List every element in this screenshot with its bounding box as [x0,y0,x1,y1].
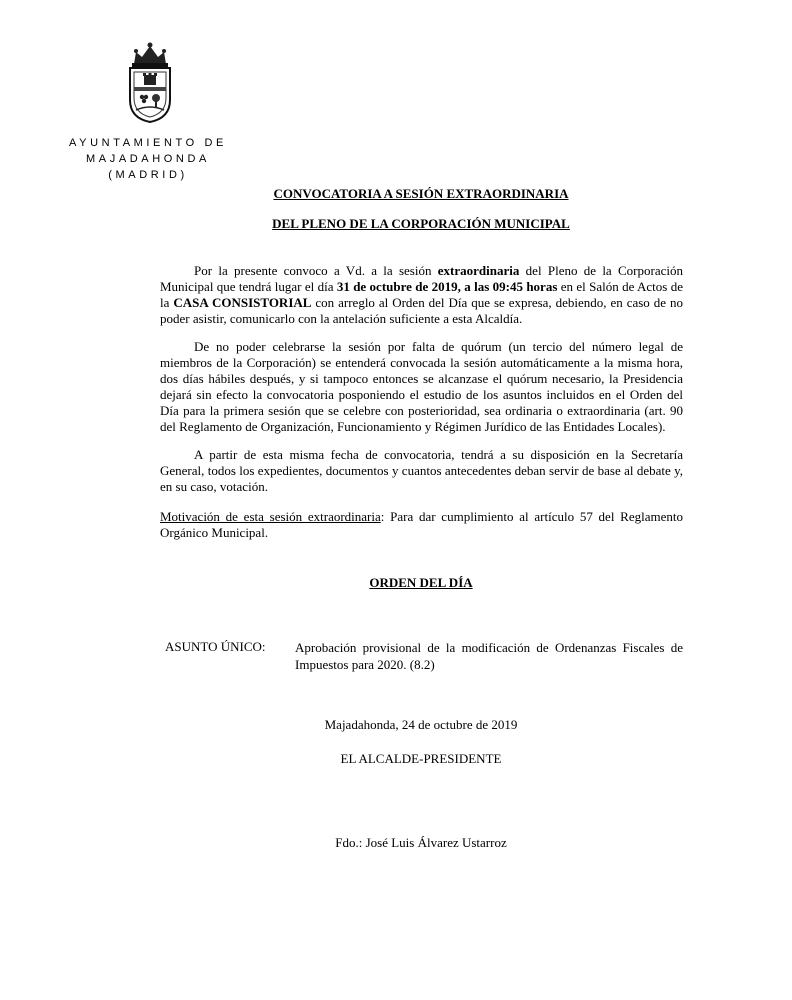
text-segment: con arreglo al Orden del Día que se expresa, debiendo, en caso de no poder asistir, comunicarlo con la antelación suficiente a esta Alcaldía. [160,295,683,326]
agenda-item-label: ASUNTO ÚNICO: [165,639,266,654]
text-segment: Por la presente convoco a Vd. a la sesión [194,263,438,278]
motivation-paragraph [160,509,683,541]
agenda-item-text: Aprobación provisional de la modificación de Ordenanzas Fiscales de Impuestos para 2020. (8.2) [295,640,683,672]
bold-venue: CASA CONSISTORIAL [173,295,312,310]
text-segment: en el Salón de Actos de la [160,279,683,310]
org-name-line2: MAJADAHONDA [86,153,210,165]
motivation-text: : Para dar cumplimiento al artículo 57 del Reglamento Orgánico Municipal. [160,509,683,540]
org-name-line3: (MADRID) [108,169,188,181]
motivation-label: Motivación de esta sesión extraordinaria [160,509,381,524]
documents-paragraph: A partir de esta misma fecha de convocatoria, tendrá a su disposición en la Secretaría General, todos los expedientes, documentos y cuantos antecedentes deban servir de base al debate y, en su caso, votación. [160,447,683,494]
quorum-paragraph: De no poder celebrarse la sesión por falta de quórum (un tercio del número legal de miembros de la Corporación) se entenderá convocada la sesión automáticamente a la misma hora, dos días hábiles después, y si tampoco entonces se alcanzase el quórum necesario, la Presidencia dejará sin efecto la convocatoria posponiendo el estudio de los asuntos incluidos en el Orden del Día para la primera sesión que se celebre con posterioridad, sea ordinaria o extraordinaria (art. 90 del Reglamento de Organización, Funcionamiento y Régimen Jurídico de las Entidades Locales). [160,339,683,434]
text-segment: del Pleno de la Corporación Municipal que tendrá lugar el día [160,263,683,294]
place-date: Majadahonda, 24 de octubre de 2019 [324,717,518,732]
document-title-line2: DEL PLENO DE LA CORPORACIÓN MUNICIPAL [272,216,570,231]
signatory-role: EL ALCALDE-PRESIDENTE [340,751,502,766]
org-name-line1: AYUNTAMIENTO DE [69,137,227,149]
bold-session-type: extraordinaria [437,263,520,278]
bold-date-time: 31 de octubre de 2019, a las 09:45 horas [336,279,558,294]
signature-line: Fdo.: José Luis Álvarez Ustarroz [335,835,507,850]
coat-of-arms-icon [122,42,178,124]
agenda-heading: ORDEN DEL DÍA [369,575,473,590]
convocation-paragraph [160,263,683,327]
document-title-line1: CONVOCATORIA A SESIÓN EXTRAORDINARIA [273,186,569,201]
